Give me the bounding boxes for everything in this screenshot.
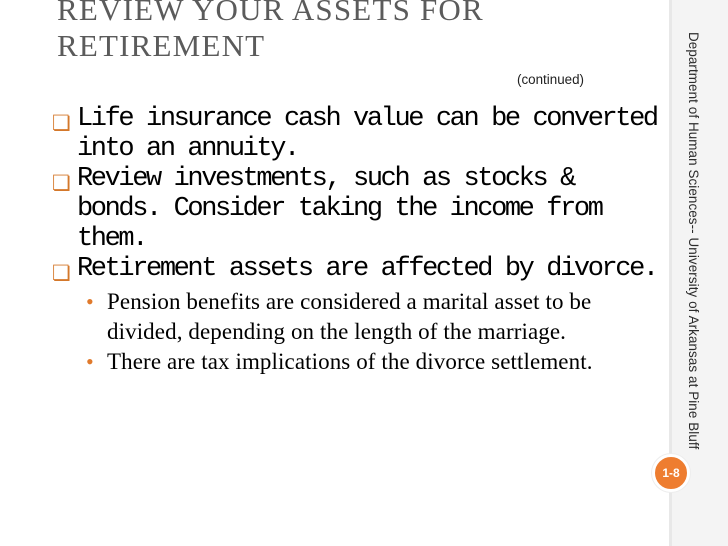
sub-bullet-item xyxy=(77,287,667,347)
bullet-text: Review investments, such as stocks & bonds. Consider taking the income from them. xyxy=(77,164,602,254)
continued-label: (continued) xyxy=(517,72,584,87)
bullet-item xyxy=(52,164,667,254)
sub-bullet-item xyxy=(77,347,667,377)
sub-bullet-text: There are tax implications of the divorce settlement. xyxy=(107,349,593,374)
bullet-text: Life insurance cash value can be converted into an annuity. xyxy=(77,104,657,164)
bullet-item xyxy=(52,254,667,377)
bullet-text: Retirement assets are affected by divorce. xyxy=(77,254,657,284)
page-number-badge xyxy=(652,454,690,492)
sub-bullet-dot-icon: • xyxy=(86,289,94,314)
sub-bullet-dot-icon: • xyxy=(86,349,94,374)
bullet-list xyxy=(52,104,667,377)
bullet-marker-icon: ❏ xyxy=(52,171,71,195)
bullet-marker-icon: ❏ xyxy=(52,261,71,285)
sub-bullet-text: Pension benefits are considered a marital asset to be divided, depending on the length of the marriage. xyxy=(107,289,592,344)
page-number: 1-8 xyxy=(662,466,680,480)
bullet-item xyxy=(52,104,667,164)
bullet-marker-icon: ❏ xyxy=(52,111,71,135)
sub-bullet-list xyxy=(77,287,667,377)
side-label: Department of Human Sciences-- University of Arkansas at Pine Bluff xyxy=(686,32,701,450)
slide-title: REVIEW YOUR ASSETS FOR RETIREMENT xyxy=(57,0,484,63)
